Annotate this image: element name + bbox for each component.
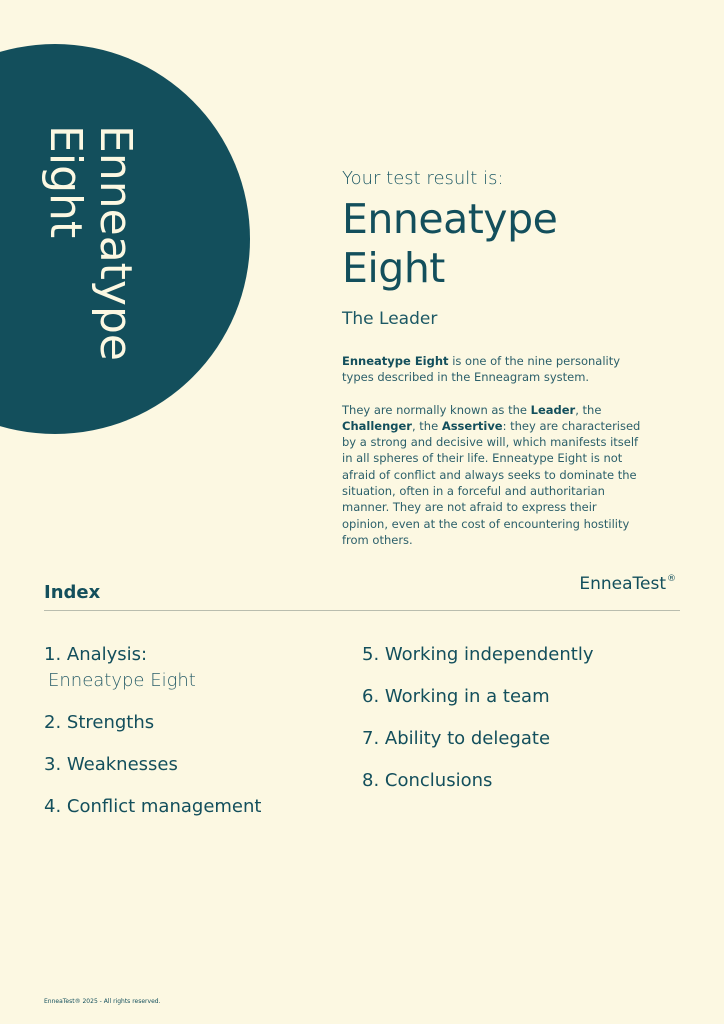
toc-item-label: 1. Analysis: (44, 644, 148, 665)
toc-item-strengths[interactable]: 2. Strengths (44, 712, 155, 733)
toc-item-working-independently[interactable]: 5. Working independently (362, 644, 594, 665)
page-title-line2: Eight (342, 244, 445, 292)
bold-challenger: Challenger (342, 418, 412, 433)
bold-leader: Leader (530, 402, 576, 417)
circle-title-line2: Eight (40, 125, 91, 239)
toc-item-analysis[interactable] (44, 644, 261, 692)
enneatest-logo (579, 574, 676, 594)
toc-right-column (362, 644, 593, 812)
toc-left-column (44, 644, 261, 838)
index-header (44, 574, 680, 611)
bold-assertive: Assertive (441, 418, 503, 433)
intro-paragraph-2 (342, 402, 642, 549)
p2-text-4: : they are characterised by a strong and decisive will, which manifests itself in all spheres of their life. Enneatype Eight is not afraid of conflict and always seeks to dominate the situation, often in a forceful and authoritarian manner. They are not afraid to express their opinion, even at the cost of encountering hostility from others. (342, 418, 641, 547)
result-lead: Your test result is: (342, 168, 504, 189)
footer-copyright: EnneaTest® 2025 - All rights reserved. (44, 998, 161, 1005)
page-subtitle: The Leader (342, 309, 438, 329)
toc-item-conclusions[interactable]: 8. Conclusions (362, 770, 493, 791)
registered-mark: ® (667, 574, 676, 584)
intro-paragraph-1 (342, 353, 642, 386)
intro-section (342, 168, 642, 548)
toc-item-conflict-management[interactable]: 4. Conflict management (44, 796, 262, 817)
bold-type-name: Enneatype Eight (342, 354, 449, 368)
p2-text-1: They are normally known as the (342, 402, 531, 417)
logo-text: EnneaTest (579, 574, 666, 594)
page-title (342, 195, 642, 293)
p2-text-2: , the (575, 402, 602, 417)
p1-text: is one of the nine personality types described in the Enneagram system. (342, 354, 621, 385)
p2-text-3: , the (411, 418, 442, 433)
circle-title (40, 118, 140, 368)
toc-item-sublabel: Enneatype Eight (48, 670, 196, 691)
toc-item-weaknesses[interactable]: 3. Weaknesses (44, 754, 178, 775)
page-title-line1: Enneatype (342, 195, 558, 243)
toc-item-working-in-team[interactable]: 6. Working in a team (362, 686, 550, 707)
index-title: Index (44, 582, 101, 603)
circle-title-line1: Enneatype (90, 125, 141, 361)
toc-item-ability-to-delegate[interactable]: 7. Ability to delegate (362, 728, 551, 749)
